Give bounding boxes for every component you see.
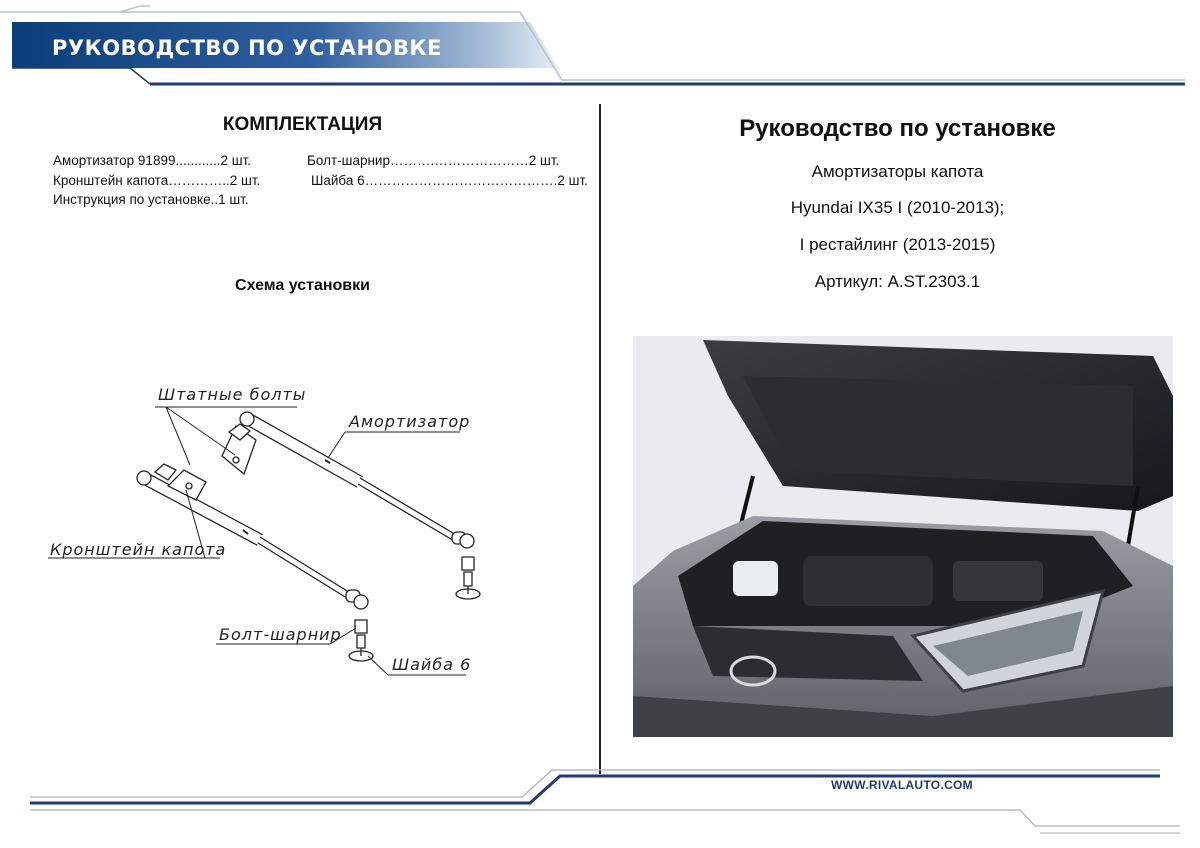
label-hood-bracket: Кронштейн капота — [50, 540, 227, 559]
footer-website-link[interactable]: WWW.RIVALAUTO.COM — [831, 778, 973, 792]
hinge-bolt-lower-drawing — [349, 620, 373, 661]
label-strut: Амортизатор — [349, 412, 471, 431]
lower-strut-drawing — [137, 464, 368, 609]
label-hinge-bolt: Болт-шарнир — [219, 625, 342, 644]
product-subtitle: Амортизаторы капота — [811, 162, 984, 181]
footer-lines — [0, 765, 1200, 835]
label-washer: Шайба 6 — [392, 655, 472, 674]
scheme-title: Схема установки — [235, 277, 370, 294]
product-model: Hyundai IX35 I (2010-2013); — [790, 198, 1005, 217]
kit-item-washer: Шайба 6…………………………………….2 шт. — [311, 173, 588, 188]
hinge-bolt-right-drawing — [456, 557, 480, 599]
kit-title: КОМПЛЕКТАЦИЯ — [222, 114, 383, 135]
header-title: РУКОВОДСТВО ПО УСТАНОВКЕ — [52, 36, 442, 60]
product-article: Артикул: A.ST.2303.1 — [814, 272, 981, 291]
kit-item-hinge-bolt: Болт-шарнир……….…………………2 шт. — [307, 153, 560, 168]
kit-item-strut: Амортизатор 91899............2 шт. — [53, 153, 252, 168]
product-facelift: I рестайлинг (2013-2015) — [799, 235, 996, 254]
kit-item-bracket: Кронштейн капота…………..2 шт. — [53, 173, 261, 188]
label-standard-bolts: Штатные болты — [158, 385, 307, 404]
product-title: Руководство по установке — [739, 115, 1056, 142]
car-photo — [633, 336, 1173, 737]
kit-item-manual: Инструкция по установке..1 шт. — [53, 192, 249, 207]
